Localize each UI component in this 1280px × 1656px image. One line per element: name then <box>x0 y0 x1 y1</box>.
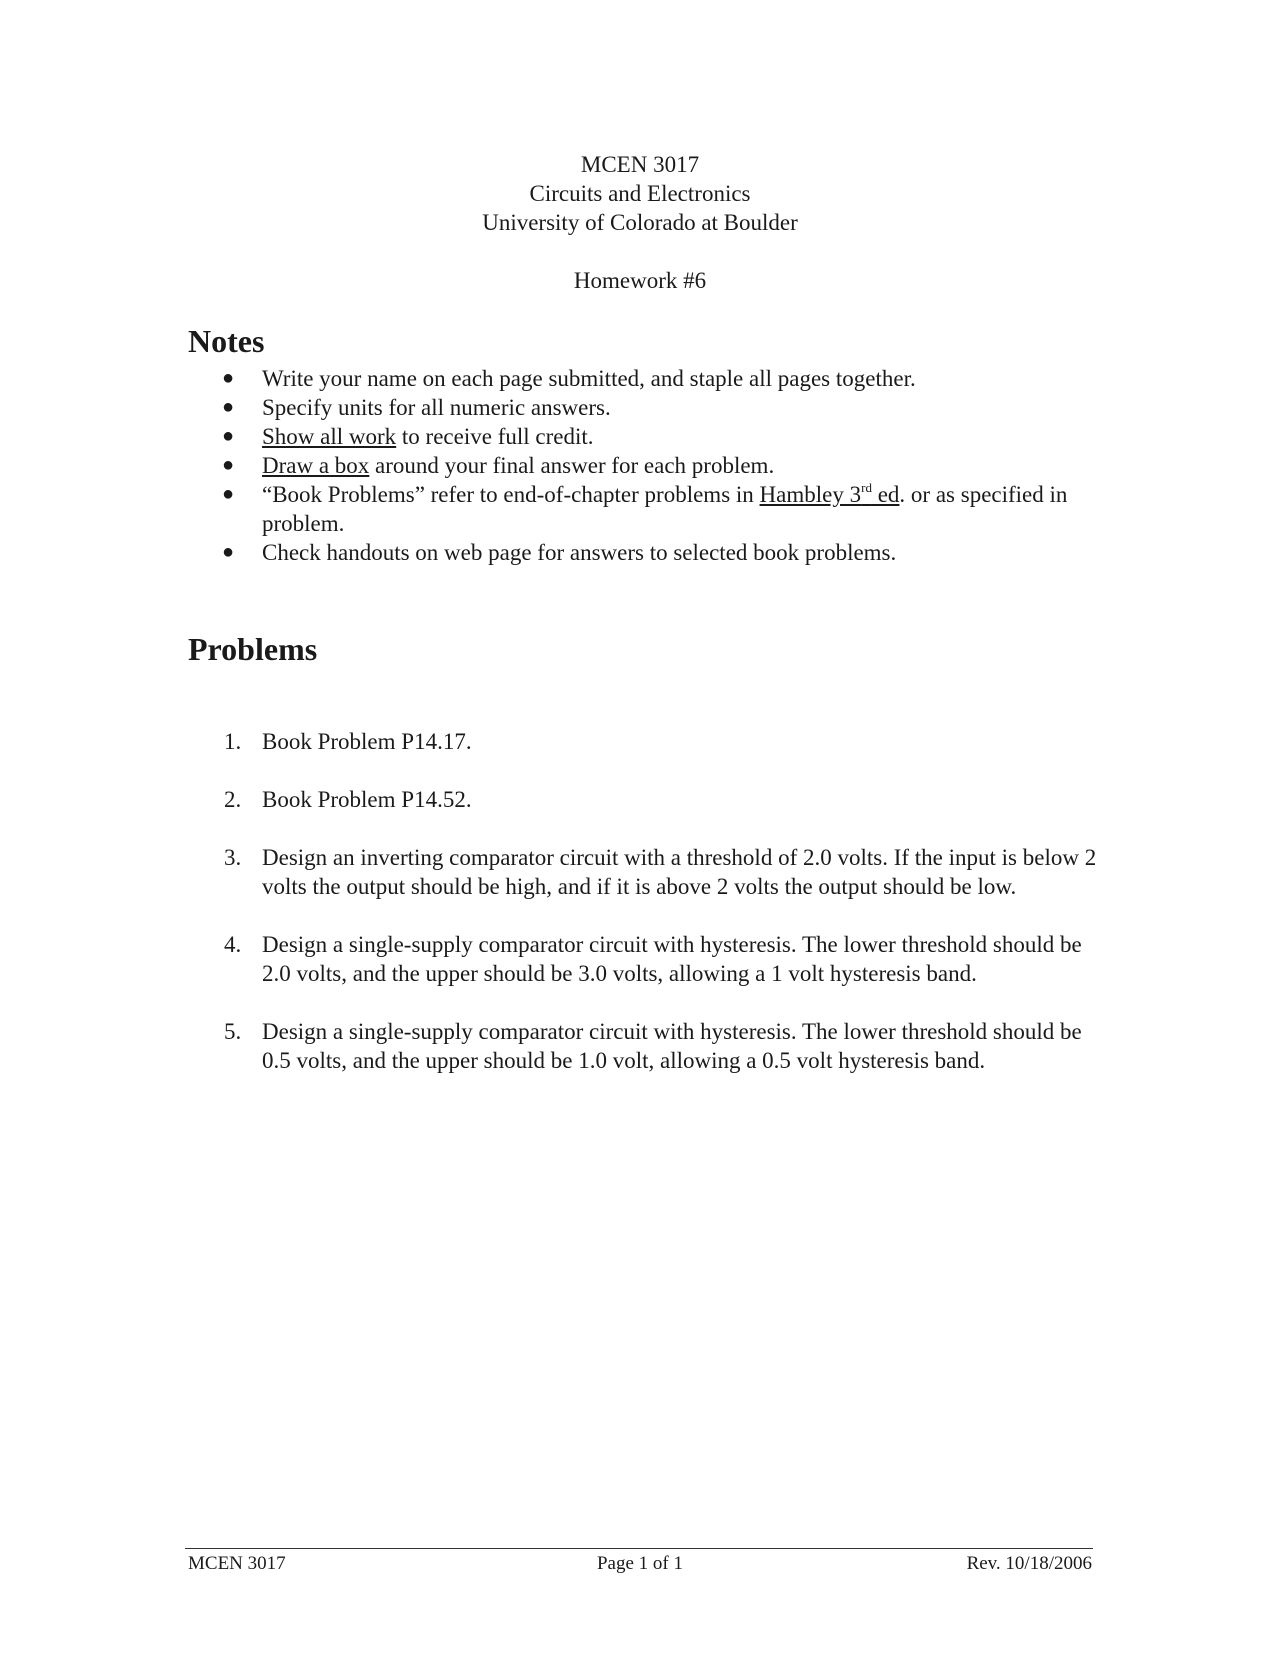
document-header <box>0 150 1280 295</box>
notes-list <box>188 364 1088 567</box>
textbook-name: Hambley 3 <box>759 482 862 507</box>
notes-heading: Notes <box>188 323 265 359</box>
bullet-icon: ● <box>222 541 235 563</box>
assignment-title: Homework #6 <box>573 268 707 293</box>
bullet-icon: ● <box>222 367 235 389</box>
note-emphasis: Draw a box <box>262 453 370 478</box>
problem-number: 4. <box>224 932 242 957</box>
course-title: Circuits and Electronics <box>529 181 751 206</box>
note-item <box>188 538 1088 567</box>
note-text: “Book Problems” refer to end-of-chapter problems in <box>262 482 760 507</box>
problem-text: Book Problem P14.17. <box>262 729 472 754</box>
bullet-icon: ● <box>222 454 235 476</box>
problem-item <box>188 727 1098 756</box>
problem-item <box>188 843 1098 901</box>
problem-number: 5. <box>224 1019 242 1044</box>
note-text: around your final answer for each problem. <box>369 453 775 478</box>
bullet-icon: ● <box>222 396 235 418</box>
edition-label: ed <box>871 482 900 507</box>
problems-heading: Problems <box>188 631 318 667</box>
footer-page-number: Page 1 of 1 <box>596 1553 683 1574</box>
note-text: Write your name on each page submitted, and staple all pages together. <box>262 366 916 391</box>
problem-item <box>188 930 1098 988</box>
note-text: to receive full credit. <box>396 424 594 449</box>
note-item <box>188 480 1088 538</box>
note-item <box>188 364 1088 393</box>
problem-item <box>188 1017 1098 1075</box>
problem-text: Design a single-supply comparator circuit with hysteresis. The lower threshold should be 0.5 volts, and the upper should be 1.0 volt, allowing a 0.5 volt hysteresis band. <box>262 1019 1082 1073</box>
note-item <box>188 451 1088 480</box>
footer-course: MCEN 3017 <box>188 1553 286 1574</box>
problem-text: Book Problem P14.52. <box>262 787 472 812</box>
problem-number: 1. <box>224 729 242 754</box>
problem-number: 3. <box>224 845 242 870</box>
footer-revision: Rev. 10/18/2006 <box>966 1553 1092 1574</box>
problem-number: 2. <box>224 787 242 812</box>
bullet-icon: ● <box>222 483 235 505</box>
textbook-reference <box>760 482 900 507</box>
note-text: . or as specified in problem. <box>262 482 1068 536</box>
note-item <box>188 393 1088 422</box>
university-name: University of Colorado at Boulder <box>482 210 798 235</box>
bullet-icon: ● <box>222 425 235 447</box>
course-number: MCEN 3017 <box>580 152 700 177</box>
problem-text: Design an inverting comparator circuit with a threshold of 2.0 volts. If the input is below 2 volts the output should be high, and if it is above 2 volts the output should be low. <box>262 845 1097 899</box>
problem-text: Design a single-supply comparator circuit with hysteresis. The lower threshold should be 2.0 volts, and the upper should be 3.0 volts, allowing a 1 volt hysteresis band. <box>262 932 1082 986</box>
problems-list <box>188 727 1098 1104</box>
footer-divider <box>185 1548 1093 1549</box>
edition-superscript: rd <box>861 480 872 495</box>
note-item <box>188 422 1088 451</box>
problem-item <box>188 785 1098 814</box>
note-text: Specify units for all numeric answers. <box>262 395 611 420</box>
note-text: Check handouts on web page for answers to selected book problems. <box>262 540 897 565</box>
note-emphasis: Show all work <box>262 424 397 449</box>
